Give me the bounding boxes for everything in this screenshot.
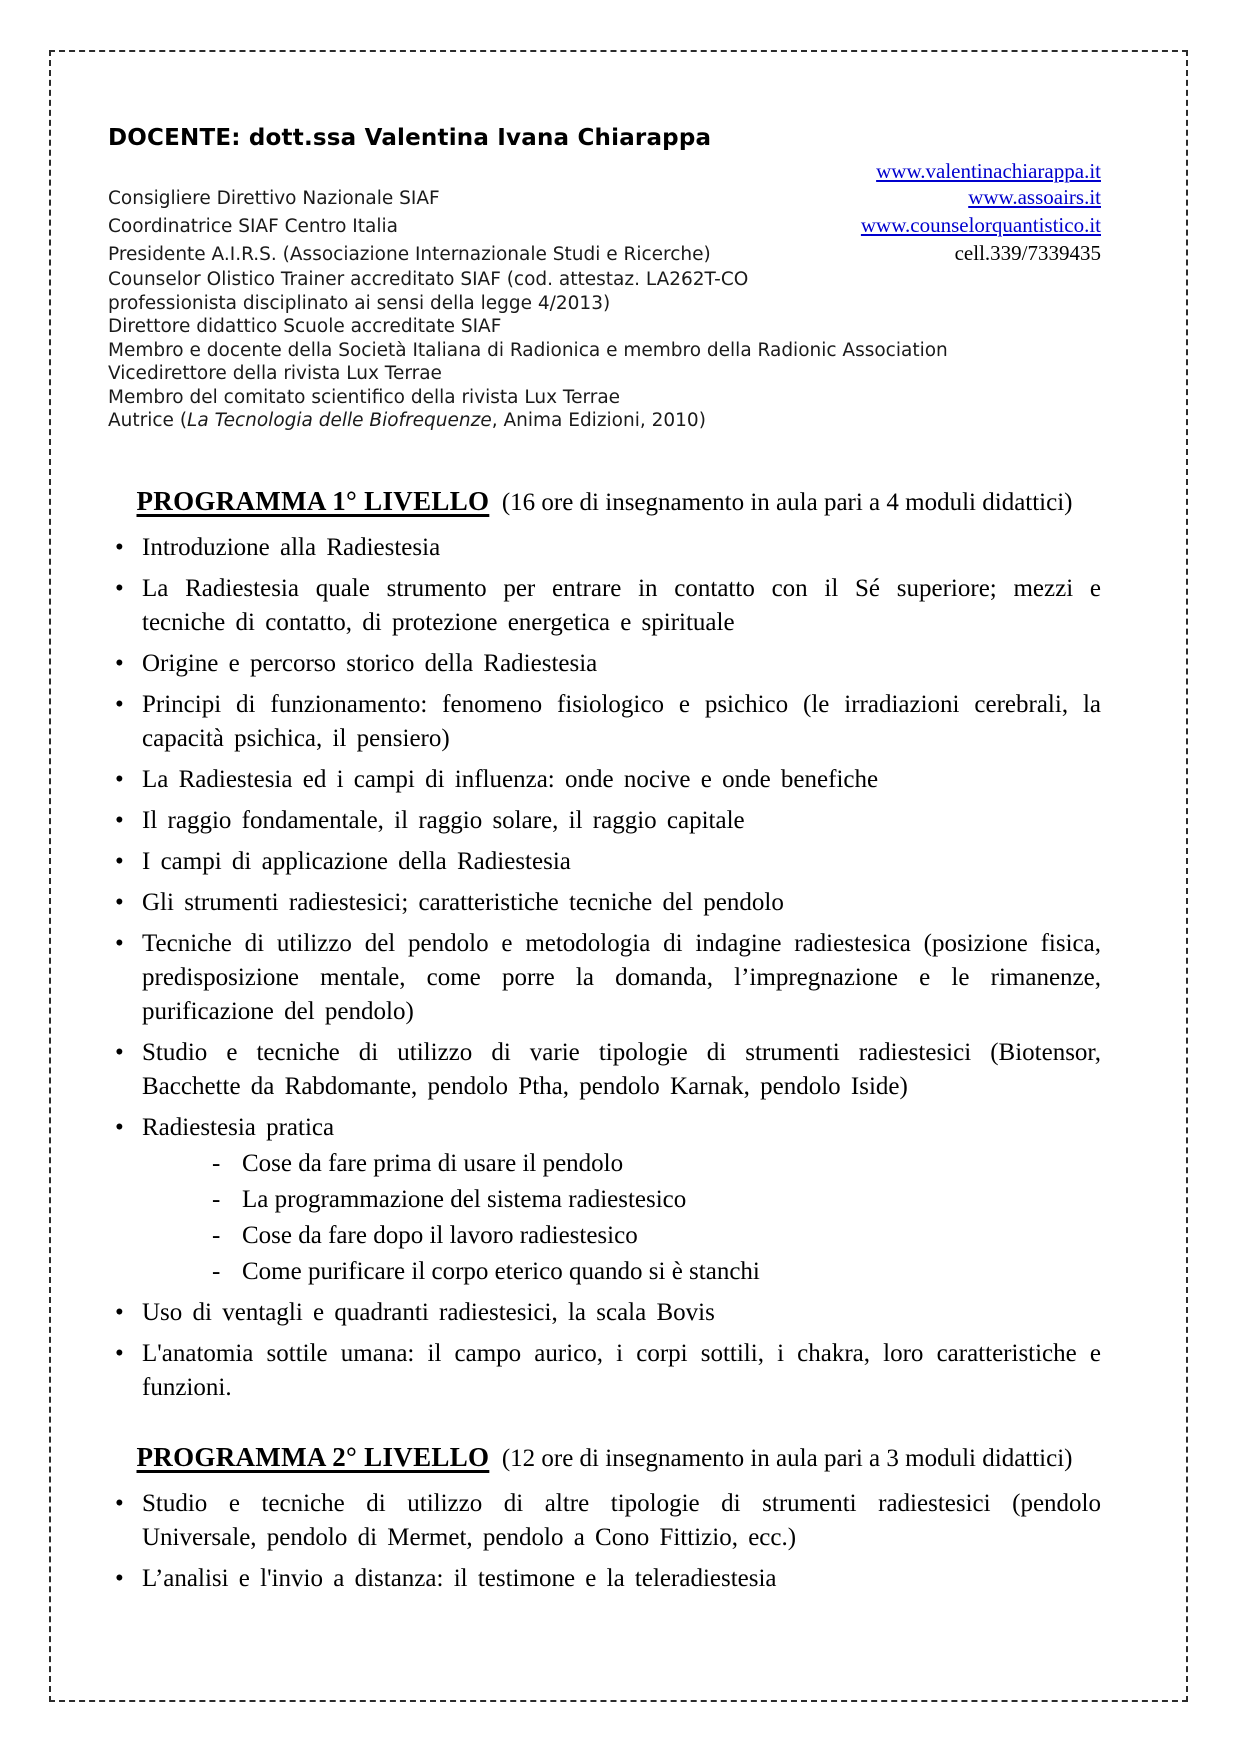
program1-item-practice [108, 1111, 1101, 1289]
credential-line: Consigliere Direttivo Nazionale SIAF [108, 188, 440, 209]
credential-line: Presidente A.I.R.S. (Associazione Internazionale Studi e Ricerche) [108, 244, 711, 265]
program1-item: • La Radiestesia ed i campi di influenza: onde nocive e onde benefiche [108, 763, 1101, 797]
practice-sublist [208, 1147, 1101, 1289]
program1-heading [108, 483, 1101, 521]
website-link-assoairs[interactable]: www.assoairs.it [968, 185, 1101, 209]
practice-step: - Come purificare il corpo eterico quando si è stanchi [208, 1255, 1101, 1289]
credential-line: Counselor Olistico Trainer accreditato SIAF (cod. attestaz. LA262T-CO [108, 269, 749, 290]
program2-heading [108, 1439, 1101, 1477]
program1-item-label: Radiestesia pratica [142, 1113, 335, 1141]
credential-line: Membro e docente della Società Italiana di Radionica e membro della Radionic Association [108, 339, 948, 361]
phone-number: cell.339/7339435 [954, 241, 1101, 265]
program1-item: • I campi di applicazione della Radiestesia [108, 845, 1101, 879]
header-row-4 [108, 240, 1101, 268]
program1-item: • La Radiestesia quale strumento per entrare in contatto con il Sé superiore; mezzi e tecniche di contatto, di protezione energetica e spirituale [108, 572, 1101, 640]
author-prefix: Autrice ( [108, 410, 188, 431]
program1-list [108, 531, 1101, 1405]
credential-line: Coordinatrice SIAF Centro Italia [108, 216, 398, 237]
page-content [51, 52, 1186, 1596]
header-row-1 [108, 158, 1101, 184]
program1-item: • L'anatomia sottile umana: il campo aurico, i corpi sottili, i chakra, loro caratteristiche e funzioni. [108, 1337, 1101, 1405]
credential-line: Vicedirettore della rivista Lux Terrae [108, 363, 442, 384]
header-row-3 [108, 212, 1101, 240]
program1-item: • Tecniche di utilizzo del pendolo e metodologia di indagine radiestesica (posizione fisica, predisposizione mentale, come porre la domanda, l’impregnazione e le rimanenze, purificazione del pendolo) [108, 927, 1101, 1029]
website-link-valentinachiarappa[interactable]: www.valentinachiarappa.it [876, 159, 1101, 183]
program2-item: • Studio e tecniche di utilizzo di altre tipologie di strumenti radiestesici (pendolo Universale, pendolo di Mermet, pendolo a Cono Fittizio, ecc.) [108, 1487, 1101, 1555]
program2-item: • L’analisi e l'invio a distanza: il testimone e la teleradiestesia [108, 1562, 1101, 1596]
program1-item: • Principi di funzionamento: fenomeno fisiologico e psichico (le irradiazioni cerebrali, la capacità psichica, il pensiero) [108, 688, 1101, 756]
program1-item: • Il raggio fondamentale, il raggio solare, il raggio capitale [108, 804, 1101, 838]
program2-subtitle: (12 ore di insegnamento in aula pari a 3 moduli didattici) [501, 1444, 1073, 1472]
program2-list [108, 1487, 1101, 1596]
document-page [49, 50, 1188, 1702]
practice-step: - Cose da fare dopo il lavoro radiestesico [208, 1219, 1101, 1253]
credentials-block [108, 268, 1101, 433]
docente-heading: DOCENTE: dott.ssa Valentina Ivana Chiarappa [108, 125, 712, 151]
program1-subtitle: (16 ore di insegnamento in aula pari a 4 moduli didattici) [501, 488, 1073, 516]
program1-item: • Uso di ventagli e quadranti radiestesici, la scala Bovis [108, 1296, 1101, 1330]
website-link-counselorquantistico[interactable]: www.counselorquantistico.it [860, 213, 1101, 237]
credential-line: professionista disciplinato ai sensi della legge 4/2013) [108, 292, 611, 314]
book-title: La Tecnologia delle Biofrequenze [187, 410, 492, 431]
header-row-2 [108, 184, 1101, 212]
program1-item: • Introduzione alla Radiestesia [108, 531, 1101, 565]
author-line [108, 409, 1101, 433]
program1-item: • Origine e percorso storico della Radiestesia [108, 647, 1101, 681]
author-suffix: , Anima Edizioni, 2010) [491, 410, 706, 431]
program2-title: PROGRAMMA 2° LIVELLO [136, 1441, 490, 1472]
program1-item: • Studio e tecniche di utilizzo di varie tipologie di strumenti radiestesici (Biotensor, Bacchette da Rabdomante, pendolo Ptha, pendolo Karnak, pendolo Iside) [108, 1036, 1101, 1104]
practice-step: - Cose da fare prima di usare il pendolo [208, 1147, 1101, 1181]
practice-step: - La programmazione del sistema radiestesico [208, 1183, 1101, 1217]
credential-line: Direttore didattico Scuole accreditate SIAF [108, 316, 502, 337]
credential-line: Membro del comitato scientifico della rivista Lux Terrae [108, 386, 621, 408]
program1-item: • Gli strumenti radiestesici; caratteristiche tecniche del pendolo [108, 886, 1101, 920]
program1-title: PROGRAMMA 1° LIVELLO [136, 485, 490, 516]
